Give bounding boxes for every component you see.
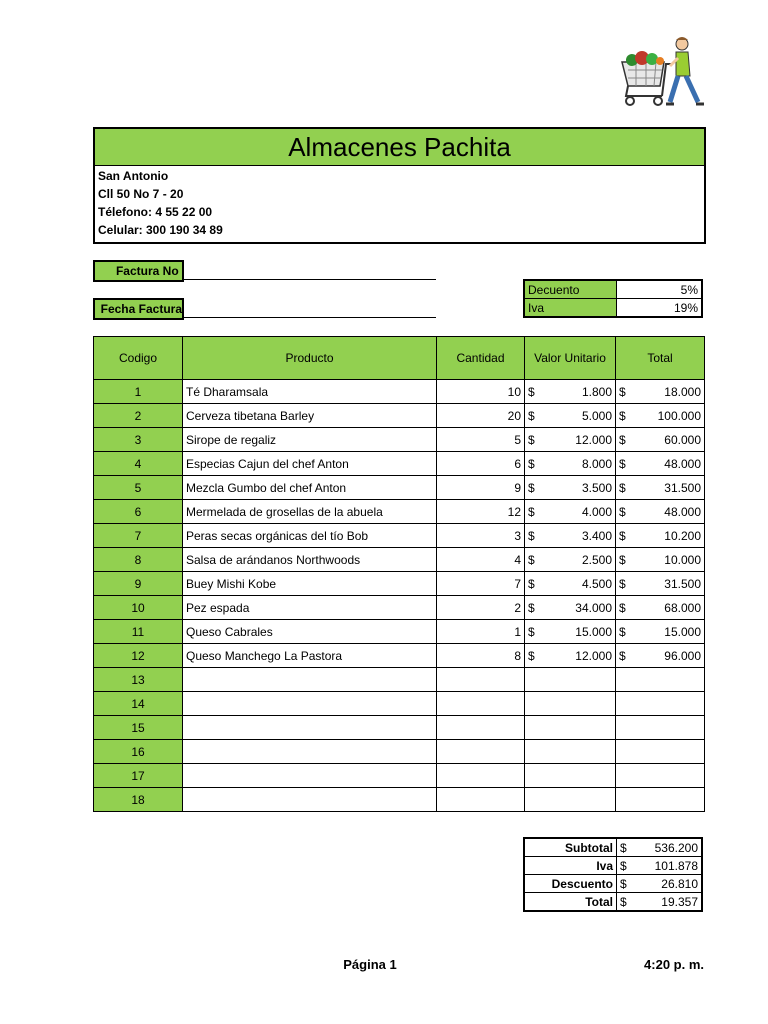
rates-table (523, 279, 703, 318)
row-total: $ 68.000 (616, 596, 705, 620)
header-producto: Producto (183, 337, 437, 380)
row-total (616, 692, 705, 716)
fecha-label: Fecha Factura (93, 298, 184, 320)
totals-row (524, 838, 702, 857)
totals-value: $ 19.357 (617, 893, 703, 912)
totals-row (524, 857, 702, 875)
row-cantidad: 20 (437, 404, 525, 428)
table-row (94, 596, 705, 620)
row-total (616, 716, 705, 740)
row-cantidad (437, 716, 525, 740)
row-producto: Queso Manchego La Pastora (183, 644, 437, 668)
row-cantidad: 3 (437, 524, 525, 548)
row-producto (183, 740, 437, 764)
row-codigo: 15 (94, 716, 183, 740)
table-row (94, 668, 705, 692)
row-codigo: 14 (94, 692, 183, 716)
table-row (94, 572, 705, 596)
row-valor-unitario (525, 692, 616, 716)
row-valor-unitario: $ 12.000 (525, 644, 616, 668)
table-row (94, 764, 705, 788)
totals-row (524, 893, 702, 912)
row-codigo: 11 (94, 620, 183, 644)
row-total: $ 31.500 (616, 476, 705, 500)
totals-label: Iva (524, 857, 617, 875)
header-codigo: Codigo (94, 337, 183, 380)
totals-value: $ 536.200 (617, 838, 703, 857)
table-row (94, 716, 705, 740)
row-cantidad: 6 (437, 452, 525, 476)
row-total: $ 10.000 (616, 548, 705, 572)
row-codigo: 9 (94, 572, 183, 596)
shopping-cart-icon (618, 34, 706, 110)
row-total: $ 48.000 (616, 452, 705, 476)
row-total: $ 15.000 (616, 620, 705, 644)
row-codigo: 2 (94, 404, 183, 428)
row-cantidad: 1 (437, 620, 525, 644)
row-valor-unitario (525, 668, 616, 692)
row-total: $ 18.000 (616, 380, 705, 404)
factura-input-line[interactable] (182, 279, 436, 280)
row-codigo: 6 (94, 500, 183, 524)
row-total: $ 96.000 (616, 644, 705, 668)
totals-value: $ 26.810 (617, 875, 703, 893)
row-valor-unitario: $ 15.000 (525, 620, 616, 644)
table-row (94, 452, 705, 476)
row-codigo: 18 (94, 788, 183, 812)
factura-label: Factura No (93, 260, 184, 282)
row-total (616, 740, 705, 764)
row-cantidad: 9 (437, 476, 525, 500)
table-row (94, 788, 705, 812)
row-cantidad: 4 (437, 548, 525, 572)
row-codigo: 13 (94, 668, 183, 692)
row-total (616, 668, 705, 692)
table-row (94, 404, 705, 428)
table-row (94, 620, 705, 644)
row-cantidad (437, 764, 525, 788)
row-valor-unitario: $ 4.000 (525, 500, 616, 524)
row-cantidad: 5 (437, 428, 525, 452)
totals-label: Descuento (524, 875, 617, 893)
row-producto (183, 764, 437, 788)
table-row (94, 476, 705, 500)
row-total (616, 764, 705, 788)
row-producto: Mezcla Gumbo del chef Anton (183, 476, 437, 500)
row-total (616, 788, 705, 812)
row-codigo: 1 (94, 380, 183, 404)
row-codigo: 10 (94, 596, 183, 620)
row-total: $ 48.000 (616, 500, 705, 524)
row-cantidad (437, 692, 525, 716)
company-info (93, 165, 706, 244)
row-codigo: 7 (94, 524, 183, 548)
company-title: Almacenes Pachita (93, 127, 706, 166)
header-total: Total (616, 337, 705, 380)
row-valor-unitario: $ 12.000 (525, 428, 616, 452)
row-producto (183, 692, 437, 716)
row-valor-unitario (525, 716, 616, 740)
page-number: Página 1 (343, 957, 397, 972)
totals-table (523, 837, 703, 912)
row-valor-unitario: $ 3.500 (525, 476, 616, 500)
row-cantidad: 10 (437, 380, 525, 404)
iva-label: Iva (524, 299, 617, 318)
row-total: $ 31.500 (616, 572, 705, 596)
table-row (94, 740, 705, 764)
iva-value: 19% (617, 299, 703, 318)
row-codigo: 16 (94, 740, 183, 764)
row-producto: Sirope de regaliz (183, 428, 437, 452)
totals-label: Subtotal (524, 838, 617, 857)
descuento-label: Decuento (524, 280, 617, 299)
row-valor-unitario (525, 764, 616, 788)
row-producto: Buey Mishi Kobe (183, 572, 437, 596)
row-codigo: 17 (94, 764, 183, 788)
row-producto: Té Dharamsala (183, 380, 437, 404)
row-codigo: 8 (94, 548, 183, 572)
row-total: $ 100.000 (616, 404, 705, 428)
row-valor-unitario: $ 4.500 (525, 572, 616, 596)
row-valor-unitario (525, 788, 616, 812)
company-address: Cll 50 No 7 - 20 (98, 187, 184, 201)
row-producto (183, 788, 437, 812)
company-city: San Antonio (98, 169, 169, 183)
row-producto (183, 716, 437, 740)
row-producto: Especias Cajun del chef Anton (183, 452, 437, 476)
row-codigo: 5 (94, 476, 183, 500)
row-cantidad (437, 740, 525, 764)
header-valor-unitario: Valor Unitario (525, 337, 616, 380)
descuento-value: 5% (617, 280, 703, 299)
row-cantidad: 2 (437, 596, 525, 620)
row-codigo: 12 (94, 644, 183, 668)
table-row (94, 548, 705, 572)
row-producto: Salsa de arándanos Northwoods (183, 548, 437, 572)
row-valor-unitario: $ 1.800 (525, 380, 616, 404)
row-producto: Mermelada de grosellas de la abuela (183, 500, 437, 524)
table-row (94, 644, 705, 668)
table-row (94, 500, 705, 524)
table-row (94, 524, 705, 548)
row-valor-unitario: $ 5.000 (525, 404, 616, 428)
company-phone: Télefono: 4 55 22 00 (98, 205, 213, 219)
row-valor-unitario (525, 740, 616, 764)
totals-label: Total (524, 893, 617, 912)
row-total: $ 10.200 (616, 524, 705, 548)
row-cantidad: 8 (437, 644, 525, 668)
fecha-input-line[interactable] (182, 317, 436, 318)
row-producto (183, 668, 437, 692)
row-total: $ 60.000 (616, 428, 705, 452)
company-cell: Celular: 300 190 34 89 (98, 223, 223, 237)
products-table (93, 336, 705, 812)
totals-value: $ 101.878 (617, 857, 703, 875)
row-producto: Pez espada (183, 596, 437, 620)
print-time: 4:20 p. m. (644, 957, 704, 972)
row-producto: Cerveza tibetana Barley (183, 404, 437, 428)
table-row (94, 428, 705, 452)
row-valor-unitario: $ 3.400 (525, 524, 616, 548)
row-valor-unitario: $ 2.500 (525, 548, 616, 572)
row-codigo: 3 (94, 428, 183, 452)
row-valor-unitario: $ 8.000 (525, 452, 616, 476)
row-cantidad (437, 668, 525, 692)
row-producto: Queso Cabrales (183, 620, 437, 644)
row-cantidad: 12 (437, 500, 525, 524)
row-cantidad: 7 (437, 572, 525, 596)
totals-row (524, 875, 702, 893)
row-cantidad (437, 788, 525, 812)
row-codigo: 4 (94, 452, 183, 476)
table-row (94, 380, 705, 404)
row-valor-unitario: $ 34.000 (525, 596, 616, 620)
table-row (94, 692, 705, 716)
row-producto: Peras secas orgánicas del tío Bob (183, 524, 437, 548)
header-cantidad: Cantidad (437, 337, 525, 380)
